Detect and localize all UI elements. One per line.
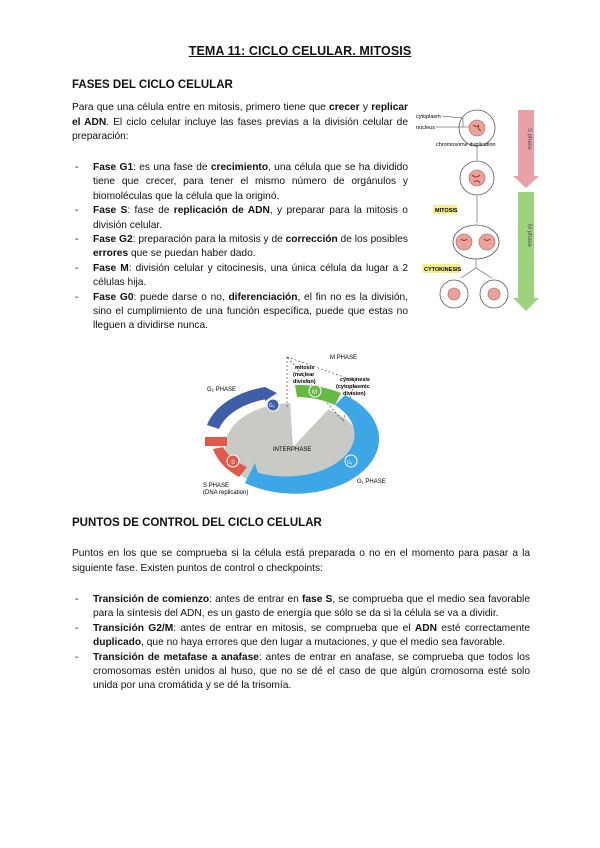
bold-term: corrección (285, 234, 338, 246)
g1-phase-label: G₁ PHASE (357, 479, 386, 485)
chromosome-duplication-label: chromosome duplication (436, 142, 496, 148)
intro-paragraph (72, 101, 408, 145)
text-run: esté correctamente (436, 622, 530, 634)
bold-term: Transición G2/M (93, 622, 174, 634)
text-run: , y preparar para la mitosis o división celular. (93, 205, 408, 231)
bold-term: replicación de ADN (173, 205, 270, 217)
cytokinesis-label: CYTOKINESIS (424, 267, 462, 273)
phase-list (72, 161, 408, 334)
m-phase-title: M PHASE (330, 355, 358, 361)
nucleus-shape (469, 120, 485, 136)
bold-term: crecer (329, 102, 360, 113)
bold-term: Fase S (93, 205, 128, 217)
checkpoint-list-item (72, 622, 530, 651)
checkpoint-list-item (72, 593, 530, 622)
text-run: Para que una célula entre en mitosis, primero tiene que (72, 102, 330, 113)
text-run: , una célula que se ha dividido tiene que crecer, para tener el mismo número de orgánulos y biomoléculas que la célula que la originó. (93, 162, 408, 202)
text-run: : división celular y citocinesis, una única célula da lugar a 2 células hija. (93, 262, 408, 289)
text-run: , se comprueba que el medio sea favorable para la síntesis del ADN, es un gasto de energía que sólo se da si la célula se va a dividir. (93, 594, 530, 620)
cytokinesis-line-2: (cytoplasmic (336, 384, 370, 390)
phase-list-item (72, 291, 408, 334)
bold-term: errores (93, 248, 129, 260)
text-run: de los posibles (337, 234, 408, 246)
bold-term: Fase G0 (93, 291, 134, 303)
g2-phase-label: G₂ PHASE (207, 387, 237, 393)
m-phase-label: M phase (526, 224, 532, 248)
s-phase-label-1: S PHASE (203, 483, 230, 489)
mitosis-line-3: division) (293, 379, 316, 385)
s-tag: S (231, 460, 236, 466)
cytokinesis-line-1: cytokinesis (340, 377, 370, 383)
text-run: : antes de entrar en anafase, se comprueba que todos los cromosomas estén unidos al huso, que no se dé el caso de que algún cromosoma esté solo unida por una cromátida y se dé la trisomía. (93, 651, 530, 692)
text-run: : puede darse o no, (133, 291, 229, 303)
checkpoint-list (72, 593, 530, 694)
cytoplasm-label: cytoplasm (416, 114, 441, 120)
text-run: : antes de entrar en (209, 594, 302, 605)
checkpoints-intro: Puntos en los que se comprueba si la célula está preparada o no en el momento para pasar a la siguiente fase. Existen puntos de control o checkpoints: (72, 548, 530, 574)
interphase-label: INTERPHASE (273, 447, 312, 453)
bold-term: Transición de comienzo (93, 594, 210, 605)
bold-term: diferenciación (228, 291, 298, 303)
text-run: : es una fase de (133, 162, 211, 173)
text-run: : antes de entrar en mitosis, se comprueba que el (173, 622, 415, 634)
text-run: y (359, 102, 372, 113)
text-run: : fase de (127, 205, 174, 217)
bold-term: crecimiento (210, 162, 269, 173)
text-run: . El ciclo celular incluye las fases previas a la división celular de preparación: (72, 116, 408, 143)
s-phase-label-2: (DNA replication) (203, 490, 249, 496)
bold-term: Transición de metafase a anafase (93, 651, 259, 663)
cell-division-figure (414, 108, 549, 314)
bold-term: Fase G1 (93, 162, 134, 173)
g2-tag: G₂ (269, 403, 275, 409)
phase-list-item (72, 233, 408, 262)
mitosis-line-1: mitosis (295, 365, 315, 371)
text-run: , el fin no es la división, sino el cumplimiento de una función específica, puede que estas no lleguen a dividirse nunca. (93, 291, 408, 332)
m-tag: M (312, 390, 317, 396)
g1-tag: G₁ (347, 460, 353, 466)
bold-term: Fase M (93, 262, 129, 274)
section-heading-checkpoints: PUNTOS DE CONTROL DEL CICLO CELULAR (72, 517, 322, 529)
text-run: , que no haya errores que den lugar a mutaciones, y que el medio sea favorable. (141, 637, 506, 649)
bold-term: duplicado (93, 637, 142, 649)
bold-term: ADN (414, 622, 437, 634)
bold-term: fase S (301, 594, 333, 605)
text-run: : preparación para la mitosis y de (132, 234, 286, 246)
phase-list-item (72, 204, 408, 233)
bold-term: replicar el ADN (72, 102, 408, 128)
text-run: que se puedan haber dado. (128, 248, 256, 260)
cell-cycle-figure (195, 351, 410, 501)
phase-list-item (72, 262, 408, 291)
page-title: TEMA 11: CICLO CELULAR. MITOSIS (188, 44, 412, 58)
phase-list-item (72, 161, 408, 204)
bold-term: Fase G2 (93, 234, 133, 246)
s-phase-label: S phase (526, 128, 532, 151)
checkpoint-list-item (72, 651, 530, 694)
cytokinesis-line-3: division) (343, 391, 366, 397)
mitosis-line-2: (nuclear (293, 372, 315, 378)
section-heading-phases: FASES DEL CICLO CELULAR (72, 79, 233, 91)
mitosis-label: MITOSIS (435, 208, 458, 214)
nucleus-label: nucleus (416, 125, 435, 131)
